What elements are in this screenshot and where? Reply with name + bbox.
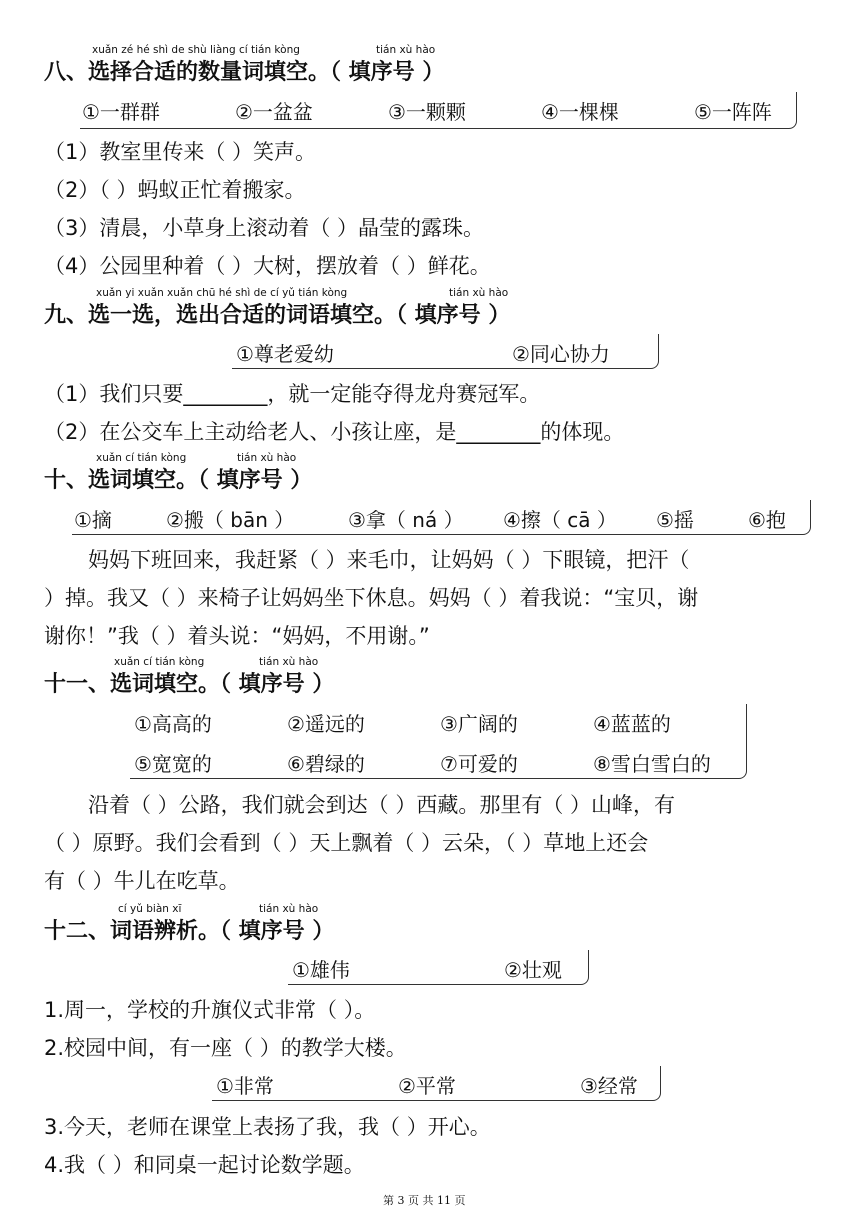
s12-option-b2: ②平常 (398, 1074, 456, 1098)
s9-option-2: ②同心协力 (512, 342, 610, 366)
s8-option-2: ②一盆盆 (235, 100, 313, 124)
s8-pinyin-b: tián xù hào (376, 44, 436, 56)
s11-pinyin-b: tián xù hào (259, 656, 319, 668)
s12-title: 十二、词语辨析。（ 填序号 ） (44, 919, 335, 944)
s12-line-3: 3.今天，老师在课堂上表扬了我，我（ ）开心。 (44, 1115, 491, 1139)
s8-title: 八、选择合适的数量词填空。（ 填序号 ） (44, 60, 445, 85)
s12-option-b3: ③经常 (580, 1074, 638, 1098)
s8-option-1: ①一群群 (82, 100, 160, 124)
s8-line-1: （1）教室里传来（ ）笑声。 (44, 140, 317, 164)
s8-option-3: ③一颗颗 (388, 100, 466, 124)
s11-option-3: ③广阔的 (440, 712, 518, 736)
s11-para-1: 沿着（ ）公路，我们就会到达（ ）西藏。那里有（ ）山峰，有 (88, 793, 676, 817)
s12-line-2: 2.校园中间，有一座（ ）的教学大楼。 (44, 1036, 407, 1060)
s12-option-b1: ①非常 (216, 1074, 274, 1098)
s11-pinyin-a: xuǎn cí tián kòng (114, 656, 205, 668)
s12-line-4: 4.我（ ）和同桌一起讨论数学题。 (44, 1153, 365, 1177)
s8-line-3: （3）清晨，小草身上滚动着（ ）晶莹的露珠。 (44, 216, 485, 240)
s8-option-5: ⑤一阵阵 (694, 100, 772, 124)
s10-para-3: 谢你！”我（ ）着头说：“妈妈，不用谢。” (44, 624, 430, 648)
s11-option-2: ②遥远的 (287, 712, 365, 736)
s12-pinyin-a: cí yǔ biàn xī (118, 903, 182, 915)
s8-line-2: （2）（ ）蚂蚁正忙着搬家。 (44, 178, 306, 202)
s11-option-5: ⑤宽宽的 (134, 752, 212, 776)
page-number-footer: 第 3 页 共 11 页 (383, 1194, 466, 1207)
s9-title: 九、选一选，选出合适的词语填空。（ 填序号 ） (44, 303, 511, 328)
s10-option-1: ①摘 (74, 508, 112, 532)
s10-para-2: ）掉。我又（ ）来椅子让妈妈坐下休息。妈妈（ ）着我说：“宝贝，谢 (44, 586, 699, 610)
s12-line-1: 1.周一，学校的升旗仪式非常（ ）。 (44, 998, 376, 1022)
s9-pinyin-a: xuǎn yi xuǎn xuǎn chū hé shì de cí yǔ tián kòng (96, 287, 348, 299)
s9-option-1: ①尊老爱幼 (236, 342, 334, 366)
s10-para-1: 妈妈下班回来，我赶紧（ ）来毛巾，让妈妈（ ）下眼镜，把汗（ (88, 548, 690, 572)
s9-line-2: （2）在公交车上主动给老人、小孩让座，是________的体现。 (44, 420, 625, 444)
s11-option-8: ⑧雪白雪白的 (593, 752, 711, 776)
s9-pinyin-b: tián xù hào (449, 287, 509, 299)
s12-option-a1: ①雄伟 (292, 958, 350, 982)
s11-option-6: ⑥碧绿的 (287, 752, 365, 776)
s11-para-3: 有（ ）牛儿在吃草。 (44, 869, 240, 893)
s10-option-4: ④擦（ cā ） (503, 508, 617, 532)
s11-option-4: ④蓝蓝的 (593, 712, 671, 736)
s10-pinyin-b: tián xù hào (237, 452, 297, 464)
s9-line-1: （1）我们只要________，就一定能夺得龙舟赛冠军。 (44, 382, 541, 406)
s8-line-4: （4）公园里种着（ ）大树，摆放着（ ）鲜花。 (44, 254, 491, 278)
s10-pinyin-a: xuǎn cí tián kòng (96, 452, 187, 464)
s10-option-2: ②搬（ bān ） (166, 508, 295, 532)
s8-pinyin-a: xuǎn zé hé shì de shù liàng cí tián kòng (92, 44, 300, 56)
s10-title: 十、选词填空。（ 填序号 ） (44, 468, 313, 493)
s8-option-4: ④一棵棵 (541, 100, 619, 124)
s10-option-6: ⑥抱 (748, 508, 786, 532)
s11-title: 十一、选词填空。（ 填序号 ） (44, 672, 335, 697)
s12-pinyin-b: tián xù hào (259, 903, 319, 915)
s11-option-1: ①高高的 (134, 712, 212, 736)
s10-option-3: ③拿（ ná ） (348, 508, 464, 532)
s11-para-2: （ ）原野。我们会看到（ ）天上飘着（ ）云朵，（ ）草地上还会 (44, 831, 649, 855)
s10-option-5: ⑤摇 (656, 508, 694, 532)
s11-option-7: ⑦可爱的 (440, 752, 518, 776)
s12-option-a2: ②壮观 (504, 958, 562, 982)
